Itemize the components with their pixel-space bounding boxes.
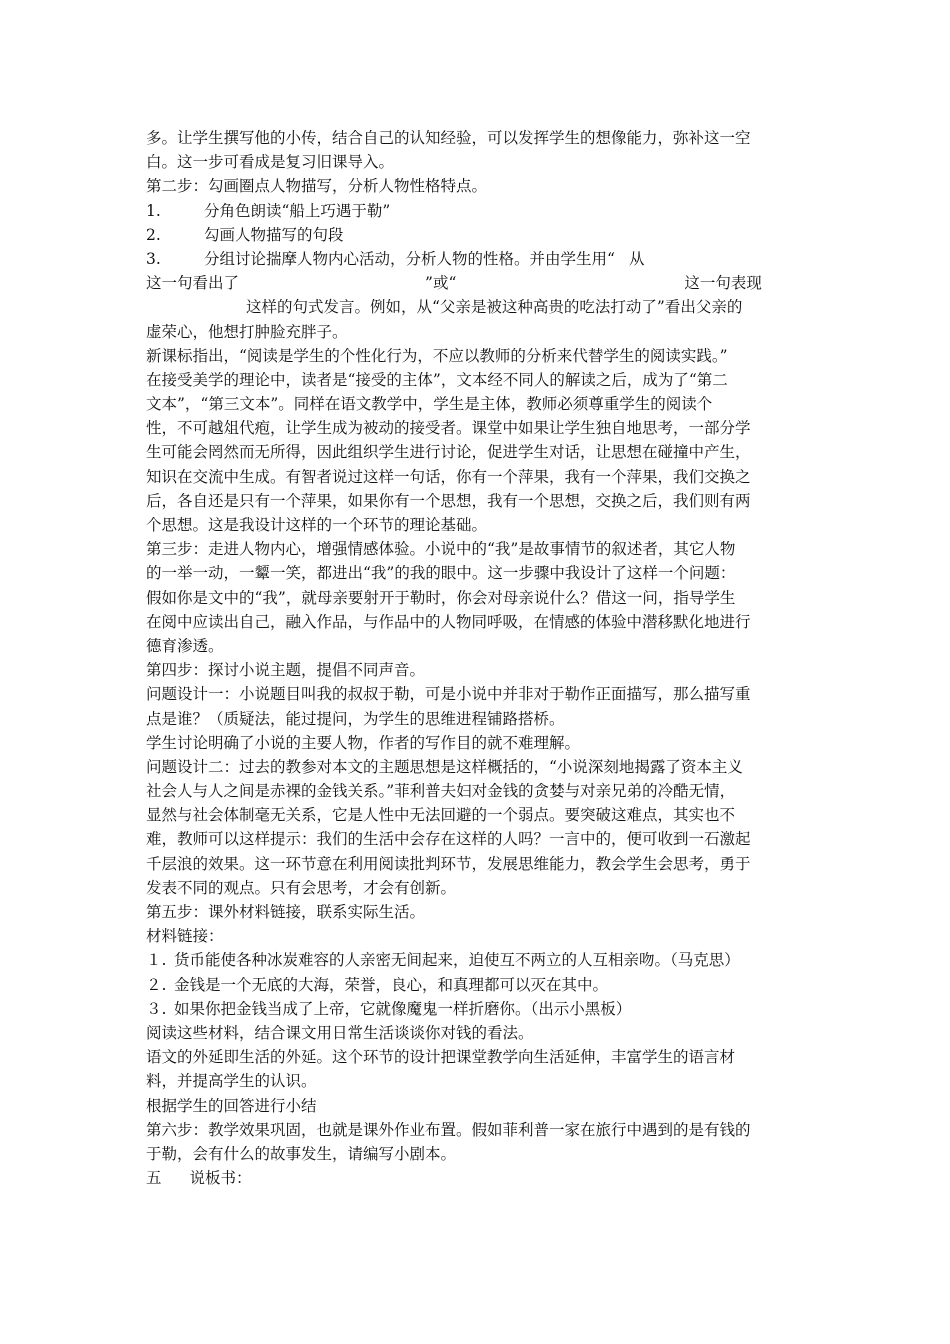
text-line: 问题设计二：过去的教参对本文的主题思想是这样概括的，“小说深刻地揭露了资本主义 bbox=[146, 757, 743, 776]
list-number: 3. bbox=[146, 249, 161, 268]
text-line: 德育渗透。 bbox=[146, 636, 224, 655]
text-line: 材料链接： bbox=[146, 927, 224, 946]
list-number: 2. bbox=[146, 225, 161, 244]
step-heading: 第三步：走进人物内心，增强情感体验。小说中的“我”是故事情节的叙述者，其它人物 bbox=[146, 540, 736, 559]
list-item bbox=[146, 948, 806, 972]
step-heading: 第四步：探讨小说主题，提倡不同声音。 bbox=[146, 661, 426, 680]
text-line: 假如你是文中的“我”，就母亲要射开于勒时，你会对母亲说什么？借这一问，指导学生 bbox=[146, 588, 736, 607]
list-text: 勾画人物描写的句段 bbox=[204, 225, 344, 244]
fragment: 这一句看出了 bbox=[146, 274, 240, 293]
text-line: 阅读这些材料，结合课文用日常生活谈谈你对钱的看法。 bbox=[146, 1023, 534, 1042]
list-item bbox=[146, 247, 806, 271]
list-item bbox=[146, 997, 806, 1021]
text-line: 知识在交流中生成。有智者说过这样一句话，你有一个萍果，我有一个萍果，我们交换之 bbox=[146, 467, 751, 486]
text-line: 难，教师可以这样提示：我们的生活中会存在这样的人吗？一言中的，便可收到一石激起 bbox=[146, 830, 751, 849]
text-line: 千层浪的效果。这一环节意在利用阅读批判环节，发展思维能力，教会学生会思考，勇于 bbox=[146, 854, 751, 873]
text-line bbox=[146, 295, 806, 319]
text-line: 生可能会罔然而无所得，因此组织学生进行讨论，促进学生对话，让思想在碰撞中产生， bbox=[146, 443, 751, 462]
list-text-tail: 从 bbox=[628, 249, 645, 268]
text-line: 文本”，“第三文本”。同样在语文教学中，学生是主体，教师必须尊重学生的阅读个 bbox=[146, 395, 713, 414]
document-page bbox=[146, 126, 806, 1190]
text-line: 多。让学生撰写他的小传，结合自己的认知经验，可以发挥学生的想像能力，弥补这一空 bbox=[146, 129, 751, 147]
text-line: 料，并提高学生的认识。 bbox=[146, 1072, 317, 1091]
text-line: 在阅中应读出自己，融入作品，与作品中的人物同呼吸，在情感的体验中潜移默化地进行 bbox=[146, 612, 751, 631]
text-line: 性，不可越俎代疱，让学生成为被动的接受者。课堂中如果让学生独自地思考，一部分学 bbox=[146, 419, 751, 438]
list-item bbox=[146, 973, 806, 997]
text-line: 社会人与人之间是赤裸的金钱关系。”菲利普夫妇对金钱的贪婪与对亲兄弟的冷酷无情， bbox=[146, 782, 736, 801]
text-line: 在接受美学的理论中，读者是“接受的主体”，文本经不同人的解读之后，成为了“第二 bbox=[146, 370, 728, 389]
step-heading: 第二步：勾画圈点人物描写，分析人物性格特点。 bbox=[146, 177, 488, 196]
list-number: ２. bbox=[146, 975, 167, 994]
list-text: 金钱是一个无底的大海，荣誉，良心，和真理都可以灭在其中。 bbox=[174, 975, 609, 994]
text-line bbox=[146, 271, 806, 295]
section-title: 说板书： bbox=[189, 1169, 252, 1188]
text-line: 发表不同的观点。只有会思考，才会有创新。 bbox=[146, 878, 457, 897]
list-text: 货币能使各种冰炭难容的人亲密无间起来，迫使互不两立的人互相亲吻。（马克思） bbox=[174, 951, 740, 970]
text-line: 语文的外延即生活的外延。这个环节的设计把课堂教学向生活延伸，丰富学生的语言材 bbox=[146, 1048, 736, 1067]
text-line: 学生讨论明确了小说的主要人物，作者的写作目的就不难理解。 bbox=[146, 733, 581, 752]
text-line: 虚荣心，他想打肿脸充胖子。 bbox=[146, 322, 348, 341]
list-text: 分组讨论揣摩人物内心活动，分析人物的性格。并由学生用“ bbox=[204, 249, 615, 268]
fragment: ”或“ bbox=[425, 274, 457, 293]
list-item bbox=[146, 223, 806, 247]
step-heading: 第六步：教学效果巩固，也就是课外作业布置。假如菲利普一家在旅行中遇到的是有钱的 bbox=[146, 1120, 751, 1139]
text-line: 问题设计一：小说题目叫我的叔叔于勒，可是小说中并非对于勒作正面描写，那么描写重 bbox=[146, 685, 751, 704]
fragment: 这一句表现 bbox=[684, 274, 762, 293]
list-number: ３. bbox=[146, 999, 167, 1018]
fragment: 这样的句式发言。例如，从“父亲是被这种高贵的吃法打动了”看出父亲的 bbox=[246, 298, 743, 317]
text-line: 白。这一步可看成是复习旧课导入。 bbox=[146, 153, 395, 172]
section-number: 五 bbox=[146, 1169, 162, 1188]
text-line: 根据学生的回答进行小结 bbox=[146, 1096, 317, 1115]
list-text: 分角色朗读“船上巧遇于勒” bbox=[204, 201, 391, 220]
list-text: 如果你把金钱当成了上帝，它就像魔鬼一样折磨你。（出示小黑板） bbox=[174, 999, 632, 1018]
step-heading: 第五步：课外材料链接，联系实际生活。 bbox=[146, 903, 426, 921]
materials-list bbox=[146, 948, 806, 1021]
body-text bbox=[146, 344, 806, 949]
text-line: 于勒，会有什么的故事发生，请编写小剧本。 bbox=[146, 1144, 457, 1163]
list-number: １. bbox=[146, 951, 167, 970]
text-line: 显然与社会体制毫无关系，它是人性中无法回避的一个弱点。要突破这难点，其实也不 bbox=[146, 806, 736, 825]
list-number: 1. bbox=[146, 201, 161, 220]
list-item bbox=[146, 199, 806, 223]
text-line: 个思想。这是我设计这样的一个环节的理论基础。 bbox=[146, 516, 488, 534]
text-line: 的一举一动，一颦一笑，都进出“我”的我的眼中。这一步骤中我设计了这样一个问题： bbox=[146, 564, 736, 583]
text-line: 点是谁？（质疑法，能过提问，为学生的思维进程铺路搭桥。 bbox=[146, 709, 565, 728]
text-line: 后，各自还是只有一个萍果，如果你有一个思想，我有一个思想，交换之后，我们则有两 bbox=[146, 491, 751, 510]
text-line: 新课标指出，“阅读是学生的个性化行为，不应以教师的分析来代替学生的阅读实践。” bbox=[146, 346, 728, 365]
section-heading bbox=[146, 1166, 806, 1190]
